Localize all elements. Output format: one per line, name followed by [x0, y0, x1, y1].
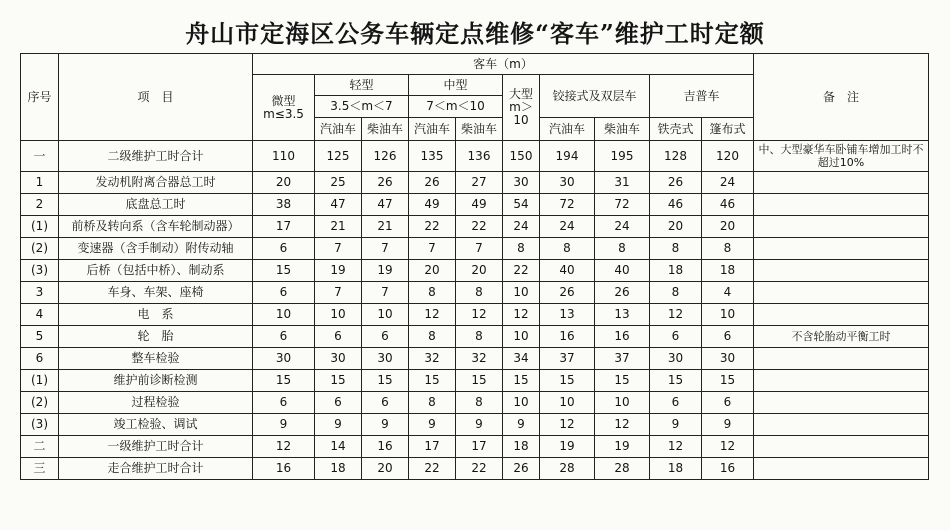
table-row: [21, 172, 929, 194]
row-value: 40: [595, 260, 650, 282]
row-value: 10: [503, 392, 540, 414]
row-value: 16: [702, 458, 754, 480]
table-row: [21, 194, 929, 216]
row-value: 15: [595, 370, 650, 392]
row-value: 20: [409, 260, 456, 282]
row-value: 15: [540, 370, 595, 392]
row-value: 9: [503, 414, 540, 436]
table-row: [21, 326, 929, 348]
row-note: [754, 436, 929, 458]
row-value: 135: [409, 141, 456, 172]
row-value: 10: [540, 392, 595, 414]
row-value: 40: [540, 260, 595, 282]
row-value: 20: [456, 260, 503, 282]
row-value: 15: [503, 370, 540, 392]
row-value: 8: [650, 282, 702, 304]
row-value: 10: [253, 304, 315, 326]
row-value: 9: [456, 414, 503, 436]
row-value: 46: [650, 194, 702, 216]
row-value: 26: [595, 282, 650, 304]
row-value: 26: [650, 172, 702, 194]
row-value: 16: [595, 326, 650, 348]
row-value: 195: [595, 141, 650, 172]
header-medium: 中型: [409, 75, 503, 96]
row-value: 22: [503, 260, 540, 282]
row-seq: (3): [21, 260, 59, 282]
row-value: 13: [540, 304, 595, 326]
row-value: 15: [456, 370, 503, 392]
row-value: 18: [650, 458, 702, 480]
row-value: 19: [595, 436, 650, 458]
row-value: 6: [253, 392, 315, 414]
header-micro-label: 微型: [271, 93, 296, 108]
row-item: 前桥及转向系（含车轮制动器）: [59, 216, 253, 238]
row-value: 30: [253, 348, 315, 370]
row-seq: 3: [21, 282, 59, 304]
row-value: 9: [409, 414, 456, 436]
row-value: 16: [540, 326, 595, 348]
row-item: 一级维护工时合计: [59, 436, 253, 458]
header-remarks: 备 注: [754, 54, 929, 141]
row-value: 10: [362, 304, 409, 326]
row-seq: (3): [21, 414, 59, 436]
header-row-1: [21, 54, 929, 75]
row-value: 8: [456, 326, 503, 348]
row-value: 22: [456, 458, 503, 480]
labor-hours-table: [20, 53, 929, 480]
row-value: 10: [503, 326, 540, 348]
row-value: 8: [503, 238, 540, 260]
row-value: 9: [253, 414, 315, 436]
row-item: 轮 胎: [59, 326, 253, 348]
row-value: 6: [702, 392, 754, 414]
row-value: 15: [253, 260, 315, 282]
row-item: 维护前诊断检测: [59, 370, 253, 392]
row-item: 电 系: [59, 304, 253, 326]
row-value: 8: [409, 282, 456, 304]
row-value: 19: [315, 260, 362, 282]
row-value: 12: [650, 436, 702, 458]
header-item: 项 目: [59, 54, 253, 141]
row-value: 24: [540, 216, 595, 238]
header-jeep-iron-shell: 铁壳式: [650, 118, 702, 141]
row-value: 32: [409, 348, 456, 370]
row-value: 24: [595, 216, 650, 238]
row-value: 30: [650, 348, 702, 370]
row-value: 8: [409, 392, 456, 414]
table-row: [21, 348, 929, 370]
row-seq: (1): [21, 216, 59, 238]
table-row: [21, 436, 929, 458]
row-item: 整车检验: [59, 348, 253, 370]
row-value: 15: [650, 370, 702, 392]
row-value: 30: [362, 348, 409, 370]
row-value: 19: [362, 260, 409, 282]
row-value: 54: [503, 194, 540, 216]
row-value: 8: [702, 238, 754, 260]
row-value: 120: [702, 141, 754, 172]
table-row: [21, 392, 929, 414]
row-value: 12: [650, 304, 702, 326]
row-value: 18: [702, 260, 754, 282]
header-light-gasoline: 汽油车: [315, 118, 362, 141]
row-seq: (1): [21, 370, 59, 392]
row-value: 37: [595, 348, 650, 370]
row-value: 26: [503, 458, 540, 480]
row-value: 125: [315, 141, 362, 172]
header-light-diesel: 柴油车: [362, 118, 409, 141]
row-value: 15: [409, 370, 456, 392]
row-value: 10: [503, 282, 540, 304]
row-value: 47: [362, 194, 409, 216]
row-value: 28: [595, 458, 650, 480]
row-value: 194: [540, 141, 595, 172]
row-value: 20: [253, 172, 315, 194]
row-value: 17: [456, 436, 503, 458]
row-value: 15: [702, 370, 754, 392]
row-value: 8: [456, 392, 503, 414]
row-value: 17: [409, 436, 456, 458]
row-value: 6: [315, 326, 362, 348]
row-value: 31: [595, 172, 650, 194]
row-value: 34: [503, 348, 540, 370]
row-seq: 三: [21, 458, 59, 480]
row-value: 17: [253, 216, 315, 238]
row-value: 30: [702, 348, 754, 370]
header-group: 客车（m）: [253, 54, 754, 75]
row-value: 26: [362, 172, 409, 194]
row-seq: 二: [21, 436, 59, 458]
row-value: 10: [315, 304, 362, 326]
row-value: 10: [595, 392, 650, 414]
row-value: 136: [456, 141, 503, 172]
page-title: 舟山市定海区公务车辆定点维修“客车”维护工时定额: [185, 19, 765, 48]
row-item: 竣工检验、调试: [59, 414, 253, 436]
row-note: 不含轮胎动平衡工时: [754, 326, 929, 348]
row-note: [754, 370, 929, 392]
row-value: 21: [315, 216, 362, 238]
row-item: 发动机附离合器总工时: [59, 172, 253, 194]
row-value: 26: [409, 172, 456, 194]
table-row: [21, 260, 929, 282]
row-value: 18: [503, 436, 540, 458]
row-seq: 一: [21, 141, 59, 172]
table-row: [21, 238, 929, 260]
row-value: 12: [702, 436, 754, 458]
row-note: [754, 238, 929, 260]
row-note: [754, 260, 929, 282]
row-value: 49: [409, 194, 456, 216]
row-value: 49: [456, 194, 503, 216]
row-value: 6: [253, 238, 315, 260]
row-value: 8: [650, 238, 702, 260]
row-value: 6: [650, 392, 702, 414]
row-value: 37: [540, 348, 595, 370]
row-note: [754, 392, 929, 414]
header-large-label: 大型: [508, 87, 533, 101]
row-value: 10: [702, 304, 754, 326]
table-row: [21, 141, 929, 172]
header-articulated-diesel: 柴油车: [595, 118, 650, 141]
row-value: 7: [456, 238, 503, 260]
row-value: 128: [650, 141, 702, 172]
row-value: 15: [253, 370, 315, 392]
row-note: [754, 216, 929, 238]
row-value: 26: [540, 282, 595, 304]
table-row: [21, 458, 929, 480]
table-body: [21, 141, 929, 480]
table-row: [21, 282, 929, 304]
row-note: [754, 282, 929, 304]
row-value: 6: [362, 326, 409, 348]
header-medium-gasoline: 汽油车: [409, 118, 456, 141]
row-value: 15: [315, 370, 362, 392]
header-large: [503, 75, 540, 141]
row-value: 12: [503, 304, 540, 326]
row-item: 走合维护工时合计: [59, 458, 253, 480]
row-value: 25: [315, 172, 362, 194]
row-seq: 2: [21, 194, 59, 216]
row-value: 24: [503, 216, 540, 238]
row-value: 7: [315, 238, 362, 260]
row-value: 8: [409, 326, 456, 348]
row-seq: 5: [21, 326, 59, 348]
row-value: 72: [540, 194, 595, 216]
row-seq: (2): [21, 392, 59, 414]
table-row: [21, 414, 929, 436]
row-item: 底盘总工时: [59, 194, 253, 216]
row-value: 8: [456, 282, 503, 304]
row-value: 16: [362, 436, 409, 458]
row-value: 30: [540, 172, 595, 194]
row-value: 12: [409, 304, 456, 326]
row-value: 9: [315, 414, 362, 436]
table-row: [21, 216, 929, 238]
row-note: 中、大型豪华车卧铺车增加工时不超过10%: [754, 141, 929, 172]
row-value: 6: [702, 326, 754, 348]
header-articulated: 铰接式及双层车: [540, 75, 650, 118]
row-value: 150: [503, 141, 540, 172]
row-value: 12: [540, 414, 595, 436]
row-item: 后桥（包括中桥）、制动系: [59, 260, 253, 282]
row-value: 27: [456, 172, 503, 194]
row-value: 16: [253, 458, 315, 480]
row-value: 30: [315, 348, 362, 370]
row-note: [754, 304, 929, 326]
row-value: 6: [253, 326, 315, 348]
row-value: 7: [362, 282, 409, 304]
row-seq: 6: [21, 348, 59, 370]
row-value: 7: [362, 238, 409, 260]
row-value: 6: [315, 392, 362, 414]
row-value: 20: [702, 216, 754, 238]
row-value: 110: [253, 141, 315, 172]
row-value: 22: [456, 216, 503, 238]
header-micro-range: m≤3.5: [263, 106, 304, 121]
row-value: 15: [362, 370, 409, 392]
row-note: [754, 172, 929, 194]
header-articulated-gasoline: 汽油车: [540, 118, 595, 141]
row-value: 8: [540, 238, 595, 260]
table-row: [21, 370, 929, 392]
header-jeep-canvas-top: 篷布式: [702, 118, 754, 141]
header-light-range: 3.5＜m＜7: [315, 96, 409, 118]
table-row: [21, 304, 929, 326]
row-seq: 1: [21, 172, 59, 194]
row-value: 126: [362, 141, 409, 172]
row-value: 12: [456, 304, 503, 326]
row-value: 22: [409, 216, 456, 238]
row-value: 9: [650, 414, 702, 436]
row-value: 20: [650, 216, 702, 238]
header-micro: [253, 75, 315, 141]
row-value: 6: [362, 392, 409, 414]
header-medium-diesel: 柴油车: [456, 118, 503, 141]
row-value: 28: [540, 458, 595, 480]
row-value: 6: [650, 326, 702, 348]
row-value: 24: [702, 172, 754, 194]
row-value: 6: [253, 282, 315, 304]
row-value: 38: [253, 194, 315, 216]
row-value: 9: [702, 414, 754, 436]
row-value: 19: [540, 436, 595, 458]
row-value: 72: [595, 194, 650, 216]
row-item: 变速器（含手制动）附传动轴: [59, 238, 253, 260]
row-value: 4: [702, 282, 754, 304]
row-value: 46: [702, 194, 754, 216]
row-value: 18: [650, 260, 702, 282]
header-seq: 序号: [21, 54, 59, 141]
row-seq: 4: [21, 304, 59, 326]
row-value: 7: [315, 282, 362, 304]
row-note: [754, 414, 929, 436]
row-item: 二级维护工时合计: [59, 141, 253, 172]
row-value: 9: [362, 414, 409, 436]
row-value: 30: [503, 172, 540, 194]
header-large-range: m＞10: [509, 100, 533, 127]
row-value: 47: [315, 194, 362, 216]
row-item: 车身、车架、座椅: [59, 282, 253, 304]
row-note: [754, 194, 929, 216]
row-note: [754, 348, 929, 370]
header-medium-range: 7＜m＜10: [409, 96, 503, 118]
header-light: 轻型: [315, 75, 409, 96]
row-value: 7: [409, 238, 456, 260]
row-note: [754, 458, 929, 480]
row-value: 14: [315, 436, 362, 458]
row-value: 22: [409, 458, 456, 480]
row-item: 过程检验: [59, 392, 253, 414]
row-seq: (2): [21, 238, 59, 260]
row-value: 18: [315, 458, 362, 480]
row-value: 20: [362, 458, 409, 480]
row-value: 32: [456, 348, 503, 370]
header-jeep: 吉普车: [650, 75, 754, 118]
row-value: 12: [595, 414, 650, 436]
row-value: 13: [595, 304, 650, 326]
row-value: 12: [253, 436, 315, 458]
row-value: 21: [362, 216, 409, 238]
row-value: 8: [595, 238, 650, 260]
